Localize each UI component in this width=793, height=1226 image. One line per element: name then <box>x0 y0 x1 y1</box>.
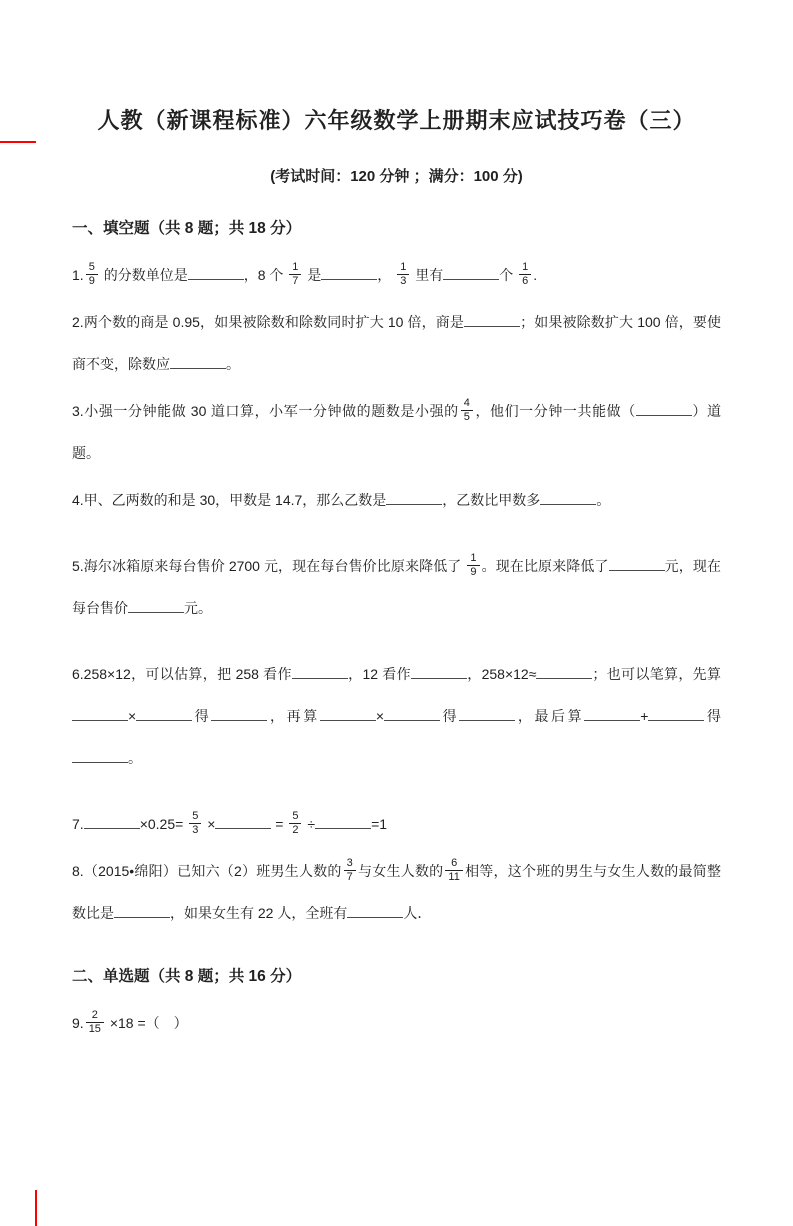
answer-blank <box>384 708 440 721</box>
fraction: $\frac{5}{9}$ <box>86 261 98 287</box>
fraction: $\frac{6}{11}$ <box>445 857 462 883</box>
answer-blank <box>540 492 596 505</box>
answer-blank <box>114 905 170 918</box>
question-5: 5.海尔冰箱原来每台售价 2700 元，现在每台售价比原来降低了 $\frac{1}{9}$ 。现在比原来降低了 元，现在每台售价 元。 <box>72 552 721 616</box>
answer-blank <box>315 816 371 829</box>
question-2: 2.两个数的商是 0.95，如果被除数和除数同时扩大 10 倍，商是 ；如果被除数扩大 100 倍，要使商不变，除数应 。 <box>72 314 722 372</box>
question-7: 7. ×0.25= $\frac{5}{3}$ × = $\frac{5}{2}$ ÷ =1 <box>72 810 388 836</box>
fraction: $\frac{1}{3}$ <box>397 261 409 287</box>
answer-blank <box>170 356 226 369</box>
answer-blank <box>188 267 244 280</box>
question-8: 8.（2015•绵阳）已知六（2）班男生人数的 $\frac{3}{7}$ 与女生人数的 $\frac{6}{11}$ 相等，这个班的男生与女生人数的最简整数比是 ，如果女生有 22 人，全班有 人． <box>72 857 722 921</box>
answer-blank <box>72 750 128 763</box>
sections <box>72 216 721 1044</box>
question-9: 9. $\frac{2}{15}$ ×18 =（ ） <box>72 1009 188 1035</box>
answer-blank <box>136 708 192 721</box>
fraction: $\frac{4}{5}$ <box>461 397 473 423</box>
fraction: $\frac{1}{6}$ <box>519 261 531 287</box>
page-title: 人教（新课程标准）六年级数学上册期末应试技巧卷（三） <box>97 108 696 133</box>
answer-blank <box>636 403 692 416</box>
fraction: $\frac{5}{3}$ <box>189 810 201 836</box>
answer-blank <box>536 666 592 679</box>
crop-mark-bottom-left <box>35 1190 37 1226</box>
answer-blank <box>584 708 640 721</box>
answer-blank <box>215 816 271 829</box>
answer-blank <box>386 492 442 505</box>
fraction: $\frac{1}{7}$ <box>289 261 301 287</box>
fraction: $\frac{2}{15}$ <box>86 1009 104 1035</box>
section-heading-1: 一、填空题（共 8 题；共 18 分） <box>72 220 302 237</box>
answer-blank <box>72 708 128 721</box>
exam-document <box>0 104 793 1226</box>
answer-blank <box>292 666 348 679</box>
answer-blank <box>609 558 665 571</box>
section-heading-2: 二、单选题（共 8 题；共 16 分） <box>72 968 302 985</box>
fraction: $\frac{5}{2}$ <box>289 810 301 836</box>
fraction: $\frac{1}{9}$ <box>467 552 479 578</box>
answer-blank <box>347 905 403 918</box>
answer-blank <box>211 708 267 721</box>
answer-blank <box>443 267 499 280</box>
question-1: 1. $\frac{5}{9}$ 的分数单位是 ，8 个 $\frac{1}{7}$ 是 ， $\frac{1}{3}$ 里有 个 $\frac{1}{6}$ . <box>72 261 538 287</box>
exam-info: (考试时间：120 分钟 ；满分：100 分) <box>270 168 523 185</box>
answer-blank <box>84 816 140 829</box>
question-4: 4.甲、乙两数的和是 30，甲数是 14.7，那么乙数是 ，乙数比甲数多 。 <box>72 492 611 508</box>
answer-blank <box>321 267 377 280</box>
question-3: 3.小强一分钟能做 30 道口算，小军一分钟做的题数是小强的 $\frac{4}{5}$ ，他们一分钟一共能做（ ）道题。 <box>72 397 722 461</box>
answer-blank <box>648 708 704 721</box>
answer-blank <box>464 314 520 327</box>
question-6: 6.258×12，可以估算，把 258 看作 ，12 看作 ，258×12≈ ；也可以笔算，先算× 得 ，再算 × 得 ，最后算 + 得。 <box>72 666 722 766</box>
answer-blank <box>128 600 184 613</box>
fraction: $\frac{3}{7}$ <box>344 857 356 883</box>
answer-blank <box>411 666 467 679</box>
answer-blank <box>320 708 376 721</box>
crop-mark-top-left <box>0 141 36 143</box>
answer-blank <box>459 708 515 721</box>
